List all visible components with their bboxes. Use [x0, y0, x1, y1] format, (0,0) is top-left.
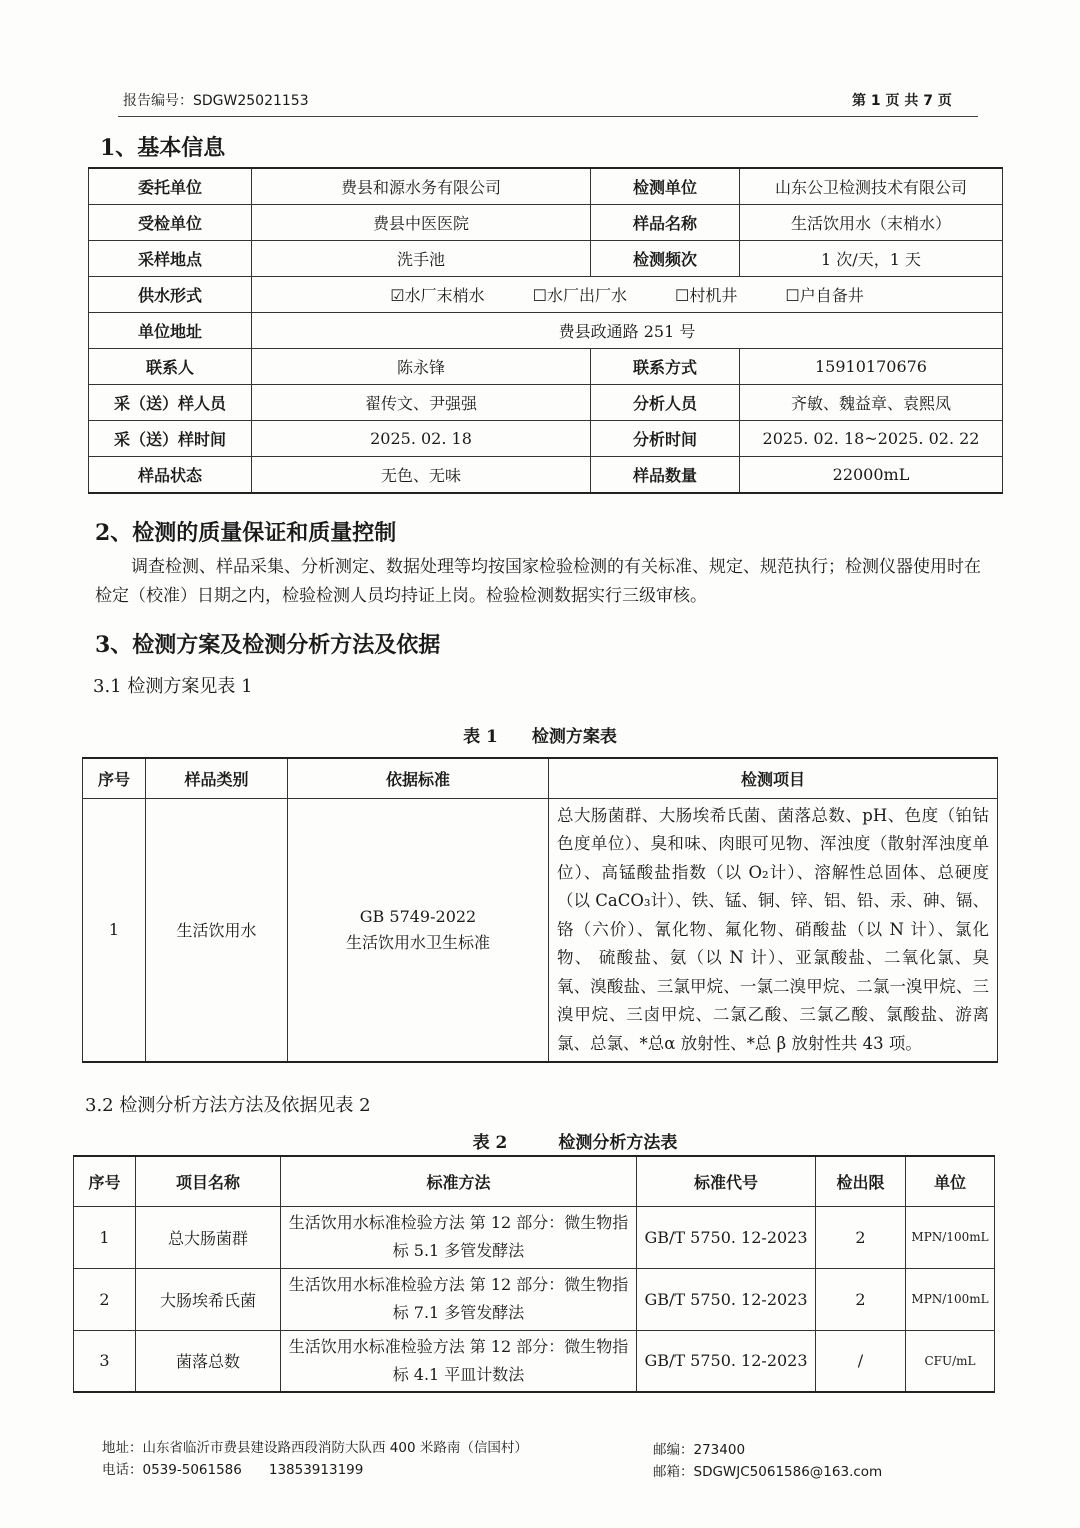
- checked-box-icon: ☑: [390, 286, 405, 305]
- standard-method: 生活饮用水标准检验方法 第 12 部分：微生物指标 7.1 多管发酵法: [281, 1268, 637, 1330]
- option-label: 水厂出厂水: [546, 286, 627, 305]
- section2-title: 2、检测的质量保证和质量控制: [95, 520, 397, 546]
- empty-box-icon: ☐: [532, 286, 547, 305]
- field-value: 翟传文、尹强强: [252, 385, 591, 421]
- footer-phone: 电话：0539-5061586 13853913199: [102, 1462, 364, 1478]
- page-info: 第 1 页 共 7 页: [852, 93, 952, 109]
- standard-method: 生活饮用水标准检验方法 第 12 部分：微生物指标 5.1 多管发酵法: [281, 1206, 637, 1268]
- section1-title: 1、基本信息: [100, 135, 226, 161]
- supply-option-checkbox: [675, 283, 737, 306]
- table-row: [89, 457, 1003, 494]
- supply-option-checkbox: [390, 283, 484, 306]
- field-label: 分析人员: [591, 385, 740, 421]
- row-number: 1: [74, 1206, 136, 1268]
- field-value: 费县中医医院: [252, 205, 591, 241]
- table-header-row: [83, 758, 998, 798]
- field-label: 检测单位: [591, 168, 740, 205]
- supply-option-checkbox: [533, 283, 627, 306]
- header-cell: 依据标准: [288, 758, 549, 798]
- field-label: 采样地点: [89, 241, 252, 277]
- basic-info-table: [88, 167, 1003, 494]
- field-label: 样品状态: [89, 457, 252, 494]
- unit: CFU/mL: [906, 1330, 995, 1392]
- field-value: 齐敏、魏益章、袁熙凤: [740, 385, 1003, 421]
- table-header-row: [74, 1156, 995, 1206]
- supply-type-row: [89, 277, 1003, 313]
- empty-box-icon: ☐: [675, 286, 690, 305]
- table2-caption: 表 2 检测分析方法表: [472, 1133, 678, 1153]
- table-row: [89, 241, 1003, 277]
- detection-items: 总大肠菌群、大肠埃希氏菌、菌落总数、pH、色度（铂钴色度单位）、臭和味、肉眼可见物、浑浊度（散射浑浊度单位）、高锰酸盐指数（以 O₂计）、溶解性总固体、总硬度（以 CaCO₃计）、铁、锰、铜、锌、铝、铅、汞、砷、镉、铬（六价）、氰化物、氟化物、硝酸盐（以 N 计）、氯化物、 硫酸盐、氨（以 N 计）、亚氯酸盐、二氧化氯、臭氧、溴酸盐、三氯甲烷、一氯二溴甲烷、二氯一溴甲烷、三溴甲烷、三卤甲烷、二氯乙酸、三氯乙酸、氯酸盐、游离氯、总氯、*总α 放射性、*总 β 放射性共 43 项。: [549, 798, 998, 1062]
- field-value: 费县和源水务有限公司: [252, 168, 591, 205]
- option-label: 户自备井: [799, 286, 864, 305]
- field-label: 供水形式: [89, 277, 252, 313]
- field-label: 分析时间: [591, 421, 740, 457]
- field-label: 样品名称: [591, 205, 740, 241]
- table-row: [83, 798, 998, 1062]
- table-row: [74, 1330, 995, 1392]
- unit: MPN/100mL: [906, 1268, 995, 1330]
- field-value: 生活饮用水（末梢水）: [740, 205, 1003, 241]
- header-cell: 序号: [74, 1156, 136, 1206]
- header-cell: 检测项目: [549, 758, 998, 798]
- standard-name: 生活饮用水卫生标准: [345, 932, 490, 952]
- standard-code: GB/T 5750. 12-2023: [637, 1206, 816, 1268]
- field-value: 2025. 02. 18~2025. 02. 22: [740, 421, 1003, 457]
- field-label: 采（送）样时间: [89, 421, 252, 457]
- footer-address: 地址：山东省临沂市费县建设路西段消防大队西 400 米路南（信国村）: [102, 1440, 528, 1456]
- detection-limit: /: [816, 1330, 906, 1392]
- detection-plan-table: [82, 757, 998, 1063]
- table-row: [89, 385, 1003, 421]
- field-value: 陈永锋: [252, 349, 591, 385]
- table-row: [74, 1206, 995, 1268]
- field-label: 检测频次: [591, 241, 740, 277]
- header-cell: 样品类别: [146, 758, 288, 798]
- field-value: 费县政通路 251 号: [252, 313, 1003, 349]
- field-label: 联系方式: [591, 349, 740, 385]
- field-value: 15910170676: [740, 349, 1003, 385]
- section2-text: 调查检测、样品采集、分析测定、数据处理等均按国家检验检测的有关标准、规定、规范执行；检测仪器使用时在检定（校准）日期之内，检验检测人员均持证上岗。检验检测数据实行三级审核。: [95, 557, 981, 606]
- header-cell: 标准代号: [637, 1156, 816, 1206]
- field-label: 受检单位: [89, 205, 252, 241]
- header-cell: 序号: [83, 758, 146, 798]
- row-number: 3: [74, 1330, 136, 1392]
- subsection-3-1: 3.1 检测方案见表 1: [93, 676, 253, 697]
- header-cell: 项目名称: [136, 1156, 281, 1206]
- field-value: 2025. 02. 18: [252, 421, 591, 457]
- field-value: 洗手池: [252, 241, 591, 277]
- address-row: [89, 313, 1003, 349]
- standard-cell: [288, 798, 549, 1062]
- field-label: 委托单位: [89, 168, 252, 205]
- sample-category: 生活饮用水: [146, 798, 288, 1062]
- detection-limit: 2: [816, 1206, 906, 1268]
- table-row: [74, 1268, 995, 1330]
- table-row: [89, 168, 1003, 205]
- empty-box-icon: ☐: [785, 286, 800, 305]
- field-label: 联系人: [89, 349, 252, 385]
- table1-caption: 表 1 检测方案表: [463, 727, 617, 747]
- report-number: 报告编号：SDGW25021153: [123, 93, 309, 109]
- supply-option-checkbox: [785, 283, 863, 306]
- standard-code: GB/T 5750. 12-2023: [637, 1330, 816, 1392]
- standard-code: GB/T 5750. 12-2023: [637, 1268, 816, 1330]
- header-cell: 检出限: [816, 1156, 906, 1206]
- field-value: 山东公卫检测技术有限公司: [740, 168, 1003, 205]
- detection-limit: 2: [816, 1268, 906, 1330]
- subsection-3-2: 3.2 检测分析方法方法及依据见表 2: [85, 1095, 371, 1116]
- header-divider: [118, 116, 978, 117]
- field-value: 1 次/天，1 天: [740, 241, 1003, 277]
- table-row: [89, 205, 1003, 241]
- item-name: 总大肠菌群: [136, 1206, 281, 1268]
- header-cell: 标准方法: [281, 1156, 637, 1206]
- footer-email: 邮箱：SDGWJC5061586@163.com: [653, 1464, 883, 1480]
- item-name: 大肠埃希氏菌: [136, 1268, 281, 1330]
- item-name: 菌落总数: [136, 1330, 281, 1392]
- field-label: 样品数量: [591, 457, 740, 494]
- table-row: [89, 421, 1003, 457]
- field-label: 单位地址: [89, 313, 252, 349]
- field-value: 22000mL: [740, 457, 1003, 494]
- option-label: 村机井: [689, 286, 738, 305]
- row-number: 2: [74, 1268, 136, 1330]
- supply-options: [252, 277, 1003, 313]
- footer-postcode: 邮编：273400: [653, 1442, 746, 1458]
- field-value: 无色、无味: [252, 457, 591, 494]
- header-cell: 单位: [906, 1156, 995, 1206]
- row-number: 1: [83, 798, 146, 1062]
- field-label: 采（送）样人员: [89, 385, 252, 421]
- table-row: [89, 349, 1003, 385]
- section3-title: 3、检测方案及检测分析方法及依据: [95, 632, 441, 658]
- standard-method: 生活饮用水标准检验方法 第 12 部分：微生物指标 4.1 平皿计数法: [281, 1330, 637, 1392]
- option-label: 水厂末梢水: [404, 286, 485, 305]
- unit: MPN/100mL: [906, 1206, 995, 1268]
- analysis-method-table: [73, 1155, 995, 1393]
- standard-code: GB 5749-2022: [359, 906, 477, 926]
